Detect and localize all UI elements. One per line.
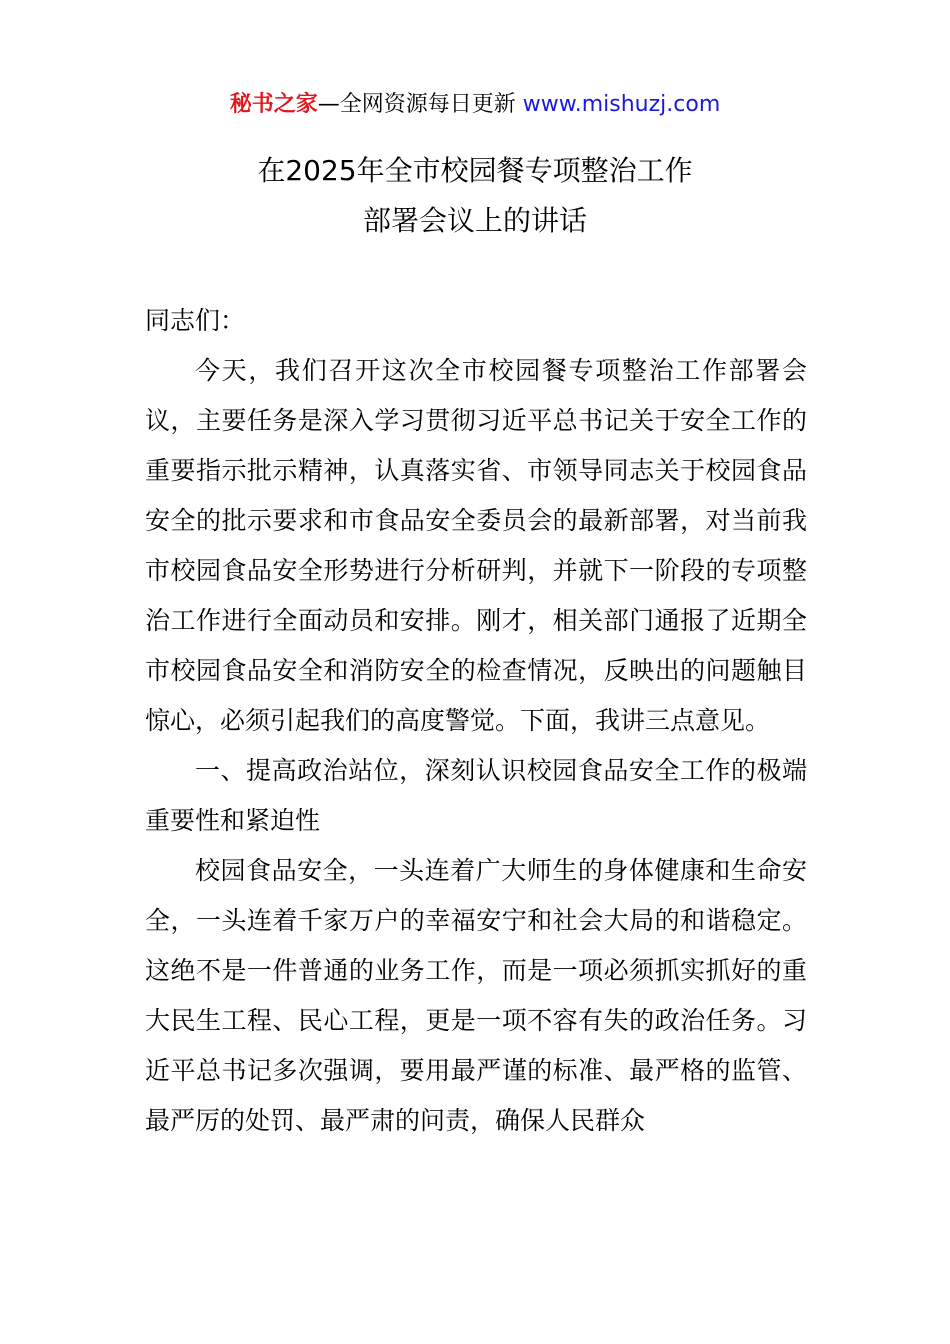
title-line-2: 部署会议上的讲话 [362,204,587,237]
document-body [145,296,807,1146]
paragraph-section-1: 校园食品安全，一头连着广大师生的身体健康和生命安全，一头连着千家万户的幸福安宁和社会大局的和谐稳定。这绝不是一件普通的业务工作，而是一项必须抓实抓好的重大民生工程、民心工程，更是一项不容有失的政治任务。习近平总书记多次强调，要用最严谨的标准、最严格的监管、最严厉的处罚、最严肃的问责，确保人民群众 [145,856,807,1135]
site-url-link[interactable]: www.mishuzj.com [522,92,721,117]
salutation: 同志们： [145,306,246,335]
section-heading-1: 一、提高政治站位，深刻认识校园食品安全工作的极端重要性和紧迫性 [145,756,807,835]
site-tagline: —全网资源每日更新 [317,92,516,117]
paragraph-intro: 今天，我们召开这次全市校园餐专项整治工作部署会议，主要任务是深入学习贯彻习近平总书记关于安全工作的重要指示批示精神，认真落实省、市领导同志关于校园食品安全的批示要求和市食品安全委员会的最新部署，对当前我市校园食品安全形势进行分析研判，并就下一阶段的专项整治工作进行全面动员和安排。刚才，相关部门通报了近期全市校园食品安全和消防安全的检查情况，反映出的问题触目惊心，必须引起我们的高度警觉。下面，我讲三点意见。 [145,356,807,735]
site-header [0,88,950,122]
site-brand: 秘书之家 [229,92,318,117]
document-title [0,146,950,246]
title-line-1: 在2025年全市校园餐专项整治工作 [257,154,693,187]
